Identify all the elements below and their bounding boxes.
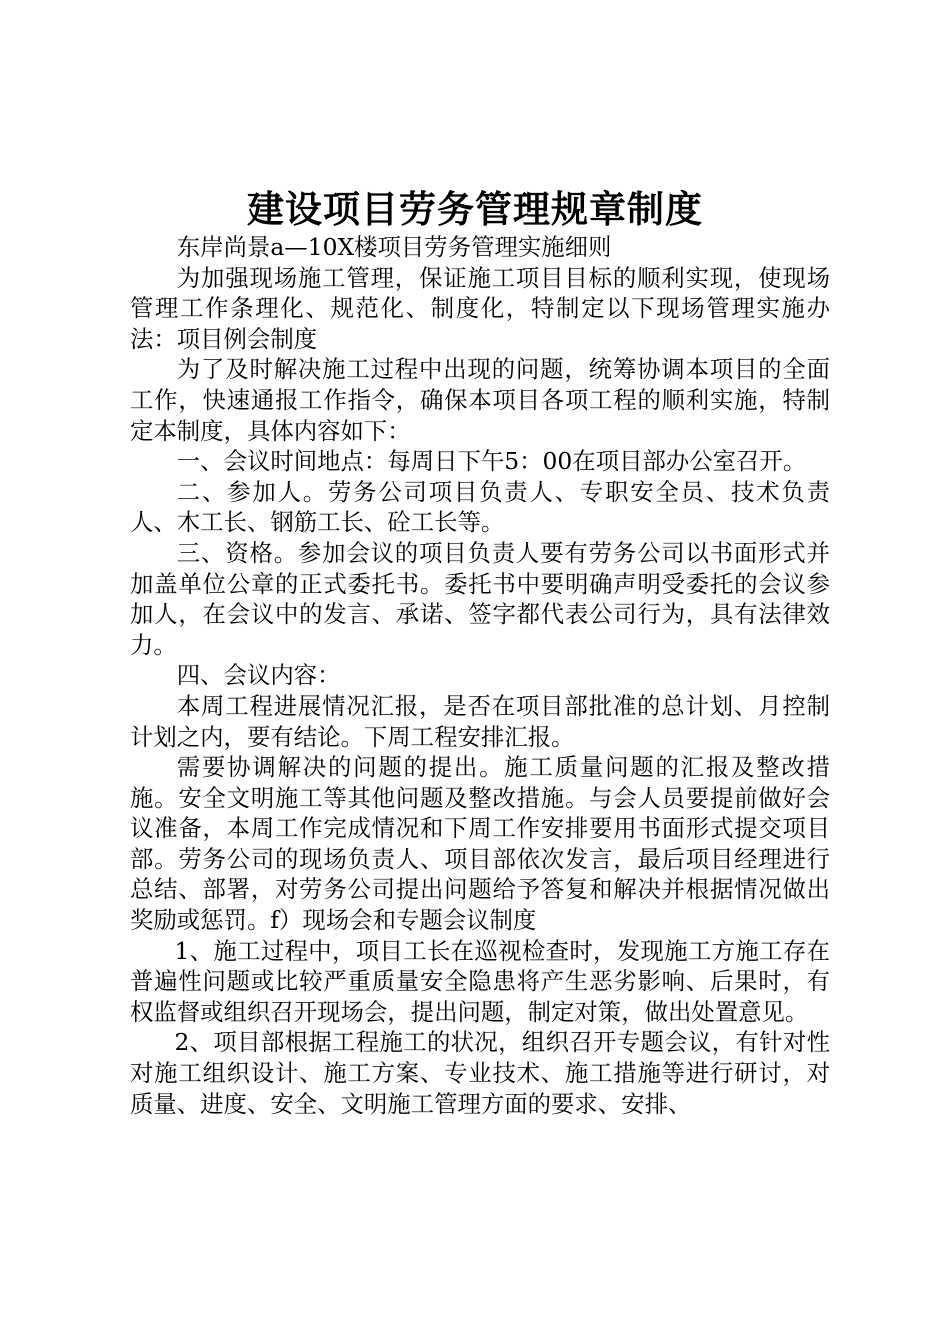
- body-paragraph: 三、资格。参加会议的项目负责人要有劳务公司以书面形式并加盖单位公章的正式委托书。委托书中要明确声明受委托的会议参加人，在会议中的发言、承诺、签字都代表公司行为，具有法律效力。: [130, 538, 830, 659]
- body-paragraph: 一、会议时间地点：每周日下午5：00在项目部办公室召开。: [176, 447, 807, 476]
- body-paragraph: 1、施工过程中，项目工长在巡视检查时，发现施工方施工存在普遍性问题或比较严重质量安全隐患将产生恶劣影响、后果时，有权监督或组织召开现场会，提出问题，制定对策，做出处置意见。: [130, 936, 830, 1026]
- document-title: 建设项目劳务管理规章制度: [247, 188, 703, 231]
- subtitle-paragraph: 东岸尚景a—10X楼项目劳务管理实施细则: [176, 233, 612, 261]
- body-paragraph: 需要协调解决的问题的提出。施工质量问题的汇报及整改措施。安全文明施工等其他问题及整改措施。与会人员要提前做好会议准备，本周工作完成情况和下周工作安排要用书面形式提交项目部。劳务公司的现场负责人、项目部依次发言，最后项目经理进行总结、部署，对劳务公司提出问题给予答复和解决并根据情况做出奖励或惩罚。f）现场会和专题会议制度: [130, 753, 830, 935]
- body-paragraph: 2、项目部根据工程施工的状况，组织召开专题会议，有针对性对施工组织设计、施工方案、专业技术、施工措施等进行研讨，对质量、进度、安全、文明施工管理方面的要求、安排、: [130, 1028, 830, 1118]
- document-body: [130, 232, 830, 1119]
- body-paragraph: 本周工程进展情况汇报，是否在项目部批准的总计划、月控制计划之内，要有结论。下周工程安排汇报。: [130, 691, 830, 751]
- body-paragraph: 为了及时解决施工过程中出现的问题，统筹协调本项目的全面工作，快速通报工作指令，确保本项目各项工程的顺利实施，特制定本制度，具体内容如下：: [130, 355, 830, 445]
- body-paragraph: 二、参加人。劳务公司项目负责人、专职安全员、技术负责人、木工长、钢筋工长、砼工长等。: [130, 477, 830, 537]
- body-paragraph: 为加强现场施工管理，保证施工项目目标的顺利实现，使现场管理工作条理化、规范化、制度化，特制定以下现场管理实施办法：项目例会制度: [130, 263, 830, 353]
- body-paragraph: 四、会议内容：: [176, 661, 341, 690]
